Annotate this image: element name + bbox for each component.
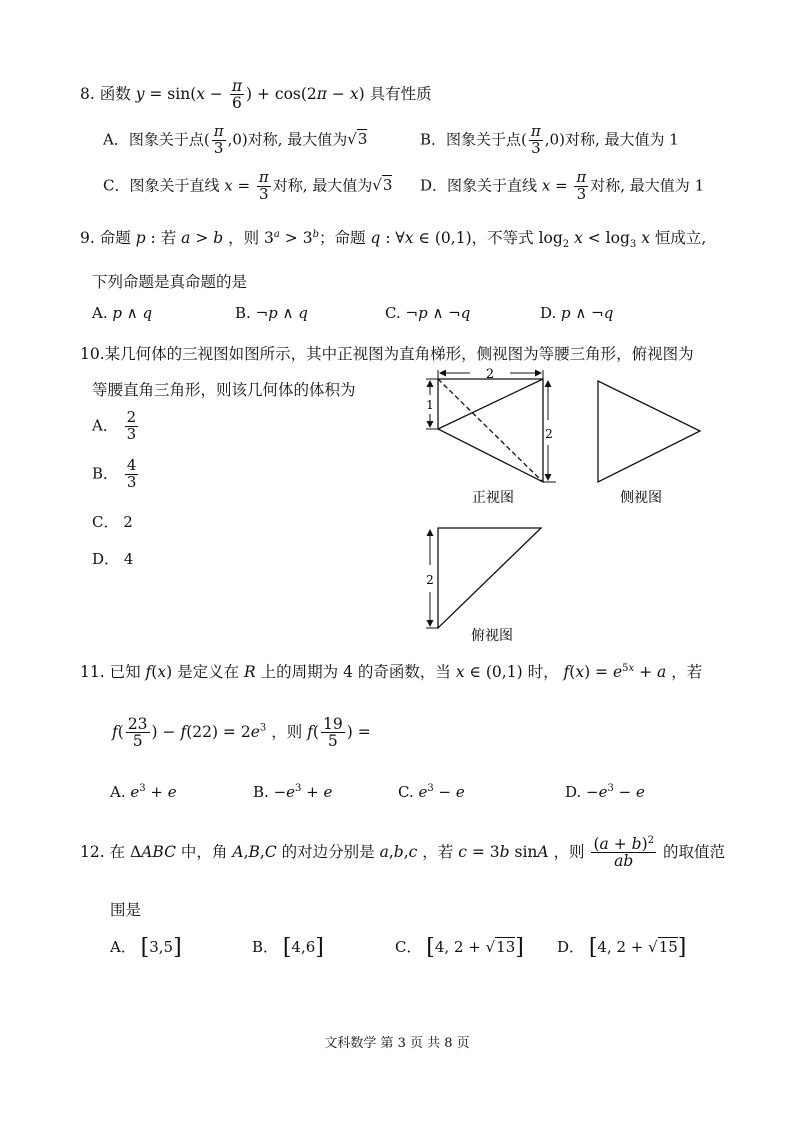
q8-option-b: B．图象关于点( $\frac{\pi}{3}$ ,0)对称, 最大值为 1 bbox=[420, 122, 679, 157]
q9-option-a: A. p ∧ q bbox=[92, 304, 153, 322]
q8-option-a: A．图象关于点( $\frac{\pi}{3}$ ,0)对称, 最大值为√ 3 bbox=[103, 124, 367, 157]
q9-stem: 9. 命题 p : 若 a > b ，则 $3^a > 3^b$；命题 q : ∀x ∈ (0,1)，不等式 $\log_2 x < \log_3 x$ 恒成立, bbox=[80, 228, 707, 251]
dim-front-right bbox=[543, 381, 556, 482]
q8-option-c: C．图象关于直线 x = $\frac{\pi}{3}$ 对称, 最大值为√ 3 bbox=[103, 170, 392, 203]
q10-option-d: D． 4 bbox=[92, 550, 134, 568]
q12-option-d: D． [4, 2 + √ 15] bbox=[557, 936, 686, 959]
q11-option-b: B. $-e^3 + e$ bbox=[253, 783, 333, 801]
q12-option-a: A． [3,5] bbox=[110, 935, 182, 960]
q12-option-c: C． [4, 2 + √ 13] bbox=[395, 936, 524, 959]
dim-front-left-label: 1 bbox=[426, 398, 434, 412]
q12-ratio: $\frac{(a + b)^2}{ab}$ bbox=[593, 835, 655, 871]
q10-line1: 10.某几何体的三视图如图所示，其中正视图为直角梯形，侧视图为等腰三角形，俯视图为 bbox=[80, 345, 694, 363]
q10-option-c: C． 2 bbox=[92, 513, 133, 531]
q10-option-b: B． $\frac{4}{3}$ bbox=[92, 456, 137, 491]
q11-option-c: C. $e^3 - e$ bbox=[398, 783, 465, 801]
top-view bbox=[438, 528, 541, 628]
dim-front-left bbox=[426, 379, 438, 429]
q9-option-d: D. p ∧ ¬q bbox=[540, 304, 614, 322]
q11-stem: 11. 已知 f(x) 是定义在 R 上的周期为 4 的奇函数，当 x ∈ (0,1) 时， $f(x) = e^{5x} + a$ ，若 bbox=[80, 662, 703, 681]
dim-front-right-label: 2 bbox=[545, 427, 553, 441]
q11-option-d: D. $-e^3 - e$ bbox=[565, 783, 645, 801]
q8-option-d: D．图象关于直线 x = $\frac{\pi}{3}$ 对称, 最大值为 1 bbox=[420, 168, 705, 203]
side-view bbox=[598, 381, 700, 482]
front-view bbox=[438, 379, 543, 482]
q10-option-a: A． $\frac{2}{3}$ bbox=[92, 408, 137, 443]
three-view-figure bbox=[410, 360, 710, 650]
q10-line2: 等腰直角三角形，则该几何体的体积为 bbox=[92, 381, 356, 399]
dim-front-top-label: 2 bbox=[485, 367, 495, 382]
dim-front-top bbox=[438, 367, 543, 382]
page-footer: 文科数学 第 3 页 共 8 页 bbox=[324, 1036, 470, 1051]
q9-line2: 下列命题是真命题的是 bbox=[92, 273, 248, 291]
side-view-caption: 侧视图 bbox=[620, 490, 662, 506]
q12-line2: 围是 bbox=[110, 901, 142, 919]
q8-frac-pi6: $\frac{\pi}{6}$ bbox=[231, 77, 243, 113]
q9-option-b: B. ¬p ∧ q bbox=[235, 304, 308, 322]
q11-option-a: A. $e^3 + e$ bbox=[110, 783, 177, 801]
front-view-caption: 正视图 bbox=[472, 490, 514, 506]
q11-condition: f( $\frac{23}{5}$ ) − $f(22) = 2e^3$ ，则 f( $\frac{19}{5}$ ) = bbox=[112, 715, 371, 751]
top-view-caption: 俯视图 bbox=[471, 628, 513, 644]
q9-option-c: C. ¬p ∧ ¬q bbox=[385, 304, 471, 322]
q12-option-b: B． [4,6] bbox=[252, 935, 324, 960]
dim-top-view-label: 2 bbox=[426, 573, 434, 587]
q12-stem: 12. 在 ΔABC 中，角 A,B,C 的对边分别是 a,b,c ，若 c = 3b sinA ，则 $\frac{(a + b)^2}{ab}$ 的取值范 bbox=[80, 835, 725, 871]
q8-stem: 8. 函数 y = sin(x − $\frac{\pi}{6}$ ) + cos(2π − x) 具有性质 bbox=[80, 77, 432, 113]
dim-top-view bbox=[426, 530, 438, 628]
